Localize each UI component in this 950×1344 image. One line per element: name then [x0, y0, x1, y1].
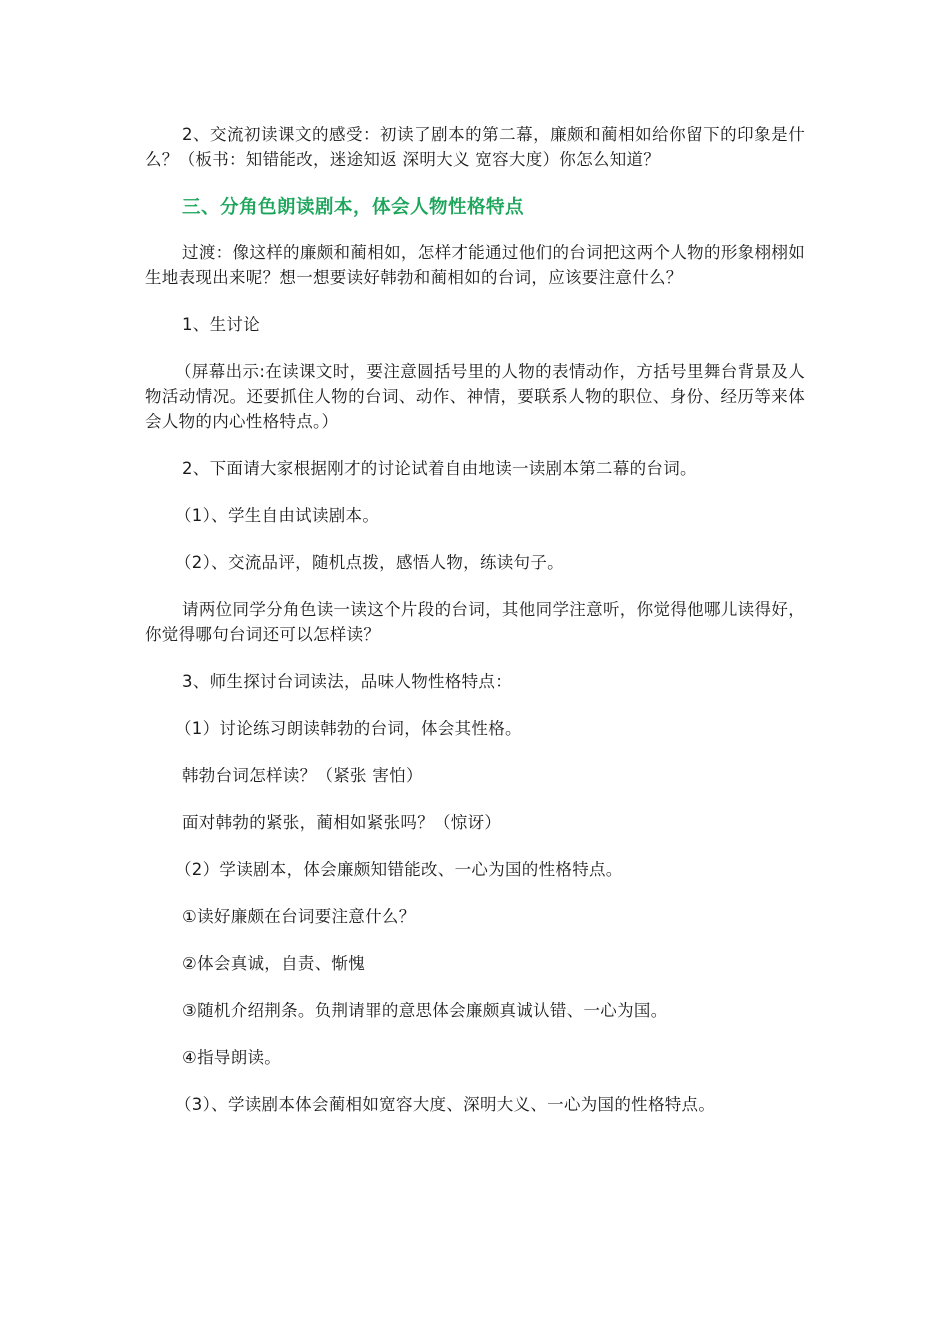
paragraph-6: （1）、学生自由试读剧本。: [175, 506, 380, 525]
paragraph-9: 3、师生探讨台词读法，品味人物性格特点：: [182, 672, 512, 691]
paragraph-11: 韩勃台词怎样读？（紧张 害怕）: [182, 766, 423, 785]
paragraph-18: （3）、学读剧本体会蔺相如宽容大度、深明大义、一心为国的性格特点。: [175, 1095, 716, 1114]
paragraph-4: （屏幕出示:在读课文时，要注意圆括号里的人物的表情动作，方括号里舞台背景及人物活动情况。还要抓住人物的台词、动作、神情，要联系人物的职位、身份、经历等来体会人物的内心性格特点。）: [145, 362, 805, 431]
paragraph-3: 1、生讨论: [182, 315, 260, 334]
paragraph-1: 2、交流初读课文的感受：初读了剧本的第二幕，廉颇和蔺相如给你留下的印象是什么？（板书：知错能改，迷途知返 深明大义 宽容大度）你怎么知道？: [145, 125, 805, 169]
paragraph-17: ④指导朗读。: [182, 1048, 282, 1067]
paragraph-2: 过渡：像这样的廉颇和蔺相如，怎样才能通过他们的台词把这两个人物的形象栩栩如生地表现出来呢？想一想要读好韩勃和蔺相如的台词，应该要注意什么？: [145, 243, 805, 287]
paragraph-8: 请两位同学分角色读一读这个片段的台词，其他同学注意听，你觉得他哪儿读得好，你觉得哪句台词还可以怎样读？: [145, 600, 805, 644]
paragraph-14: ①读好廉颇在台词要注意什么？: [182, 907, 416, 926]
section-heading: 三、分角色朗读剧本，体会人物性格特点: [182, 197, 525, 218]
paragraph-13: （2）学读剧本，体会廉颇知错能改、一心为国的性格特点。: [175, 860, 623, 879]
paragraph-5: 2、下面请大家根据刚才的讨论试着自由地读一读剧本第二幕的台词。: [182, 459, 697, 478]
paragraph-7: （2）、交流品评，随机点拨，感悟人物，练读句子。: [175, 553, 564, 572]
document-page: [145, 122, 805, 1139]
paragraph-10: （1）讨论练习朗读韩勃的台词，体会其性格。: [175, 719, 522, 738]
paragraph-12: 面对韩勃的紧张，蔺相如紧张吗？（惊讶）: [182, 813, 502, 832]
paragraph-16: ③随机介绍荆条。负荆请罪的意思体会廉颇真诚认错、一心为国。: [182, 1001, 668, 1020]
paragraph-15: ②体会真诚，自责、惭愧: [182, 954, 366, 973]
